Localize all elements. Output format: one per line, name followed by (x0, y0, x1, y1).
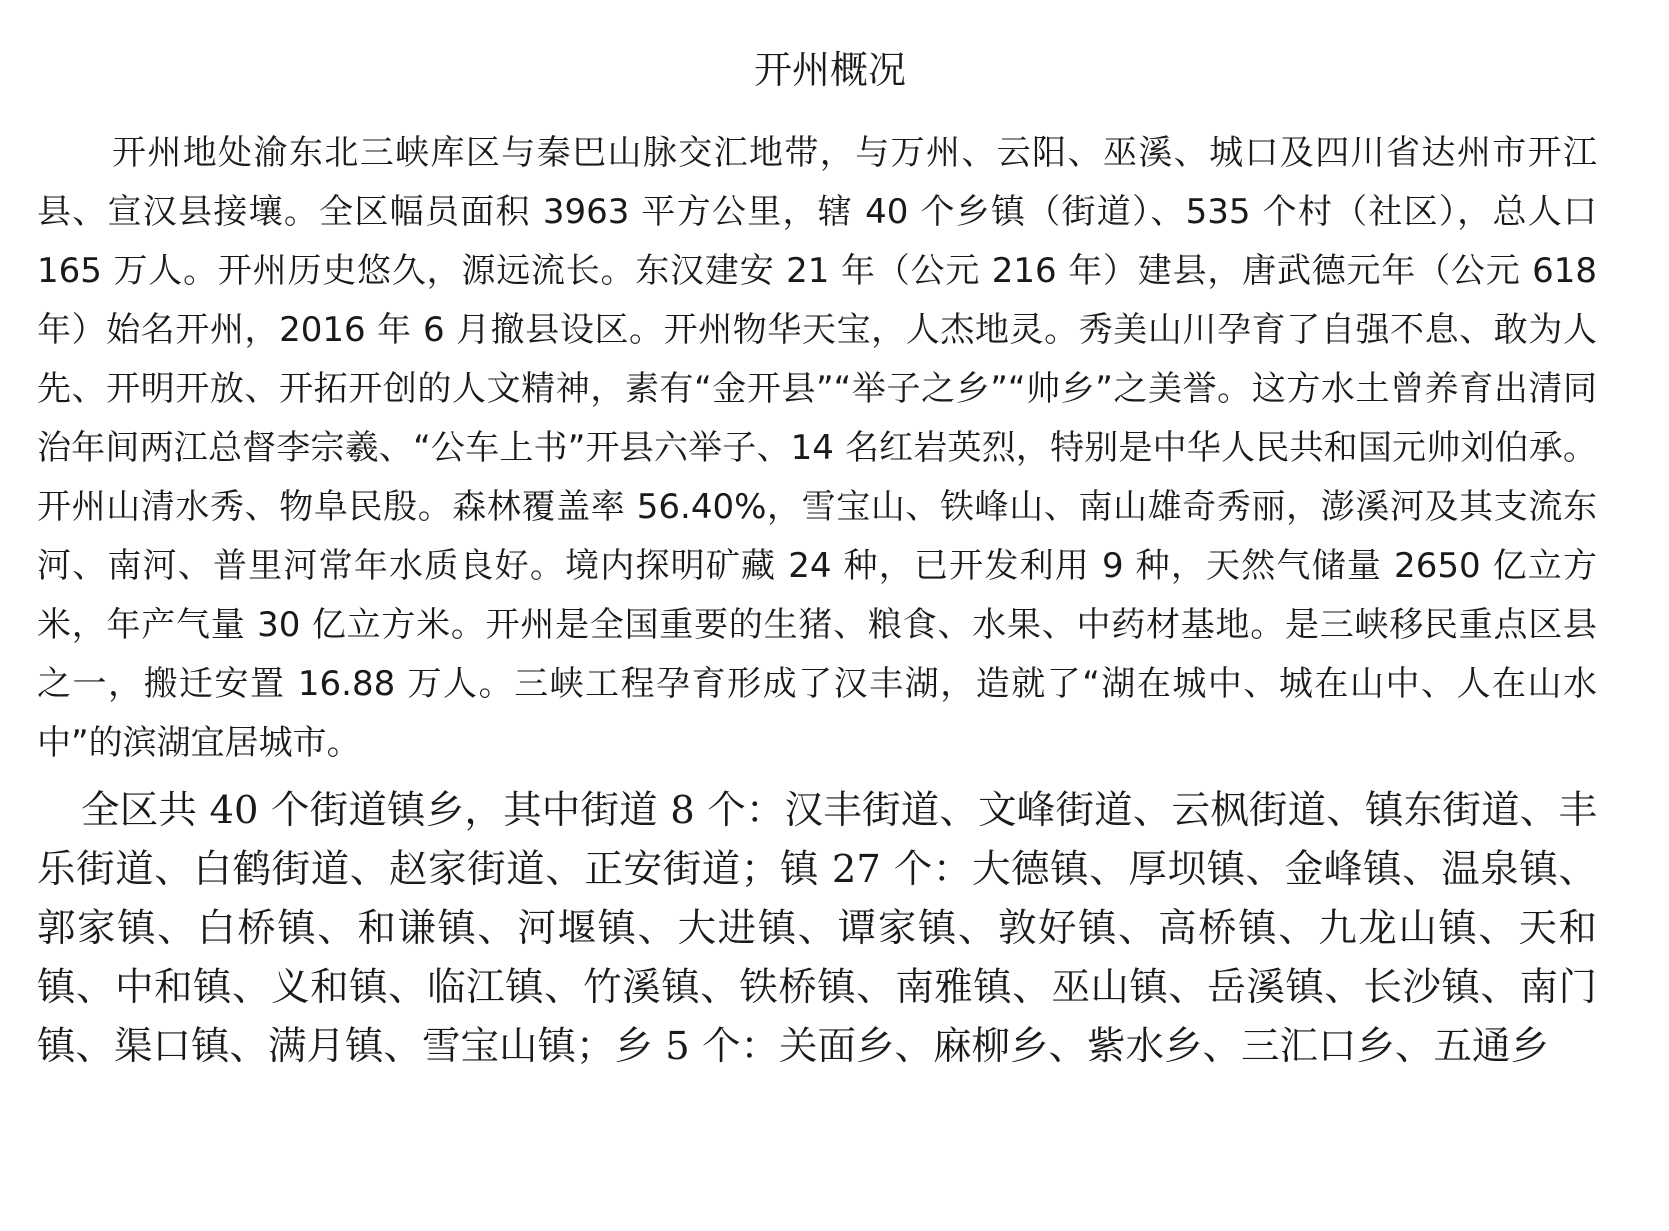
document-title: 开州概况 (753, 48, 906, 92)
overview-paragraph: 开州地处渝东北三峡库区与秦巴山脉交汇地带，与万州、云阳、巫溪、城口及四川省达州市开江县、宣汉县接壤。全区幅员面积 3963 平方公里，辖 40 个乡镇（街道）、535 个村（社区），总人口 165 万人。开州历史悠久，源远流长。东汉建安 21 年（公元 216 年）建县，唐武德元年（公元 618 年）始名开州，2016 年 6 月撤县设区。开州物华天宝，人杰地灵。秀美山川孕育了自强不息、敢为人先、开明开放、开拓开创的人文精神，素有“金开县”“举子之乡”“帅乡”之美誉。这方水土曾养育出清同治年间两江总督李宗羲、“公车上书”开县六举子、14 名红岩英烈，特别是中华人民共和国元帅刘伯承。开州山清水秀、物阜民殷。森林覆盖率 56.40%，雪宝山、铁峰山、南山雄奇秀丽，澎溪河及其支流东河、南河、普里河常年水质良好。境内探明矿藏 24 种，已开发利用 9 种，天然气储量 2650 亿立方米，年产气量 30 亿立方米。开州是全国重要的生猪、粮食、水果、中药材基地。是三峡移民重点区县之一，搬迁安置 16.88 万人。三峡工程孕育形成了汉丰湖，造就了“湖在城中、城在山中、人在山水中”的滨湖宜居城市。 (37, 133, 1598, 763)
document-page (37, 40, 1597, 1076)
districts-paragraph: 全区共 40 个街道镇乡，其中街道 8 个：汉丰街道、文峰街道、云枫街道、镇东街道、丰乐街道、白鹤街道、赵家街道、正安街道；镇 27 个：大德镇、厚坝镇、金峰镇、温泉镇、郭家镇、白桥镇、和谦镇、河堰镇、大进镇、谭家镇、敦好镇、高桥镇、九龙山镇、天和镇、中和镇、义和镇、临江镇、竹溪镇、铁桥镇、南雅镇、巫山镇、岳溪镇、长沙镇、南门镇、渠口镇、满月镇、雪宝山镇；乡 5 个：关面乡、麻柳乡、紫水乡、三汇口乡、五通乡 (37, 788, 1597, 1069)
